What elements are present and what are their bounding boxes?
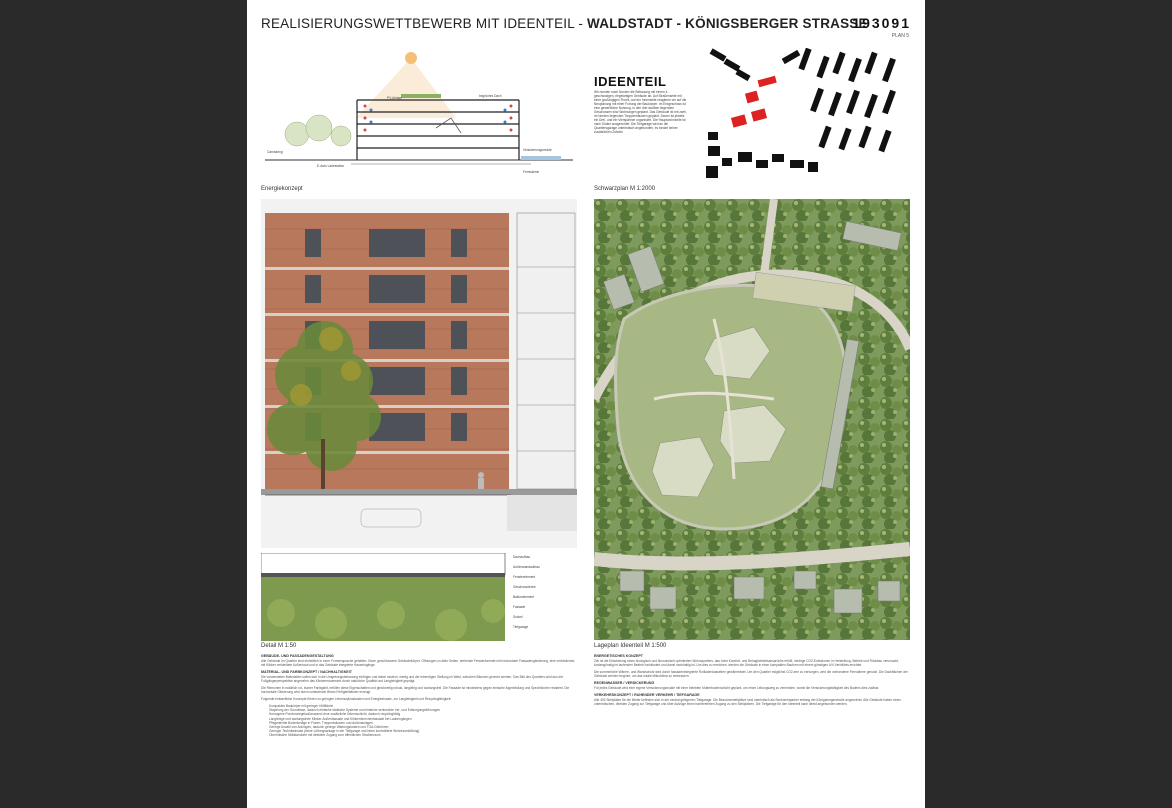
siteplan-caption: Lageplan Ideenteil M 1:500 xyxy=(594,643,667,649)
detail-section xyxy=(261,553,577,641)
heading-energie: ENERGETISCHES KONZEPT xyxy=(594,654,643,658)
label-pv: PV-Anlage xyxy=(387,96,403,100)
detail-legend xyxy=(513,555,575,629)
heading-verkehr: VERKEHRSKONZEPT / RUHENDER VERKEHR / TIEFGARAGE xyxy=(594,693,700,697)
detail-legend-item: Dachaufbau xyxy=(513,555,531,559)
text-left xyxy=(261,654,579,804)
paragraph: Die Riemchen in natürlich rot- bunter Farbigkeit, erfüllen diese Eigenschaften und gleichzeitig robust, langlebig und wartungsfrei. Die Fassade ist mindestens gegen einfache Algenbildung und Spechtlöcher resistent. Die horizontale Gliederung wird durch umlaufende Beton-Fertigteilbänder erzeugt. xyxy=(261,686,570,694)
heading-gestaltung: GEBÄUDE- UND FASSADENGESTALTUNG xyxy=(261,654,334,658)
energy-concept-diagram xyxy=(261,48,577,182)
detail-legend-item: Sockel xyxy=(513,615,523,619)
ideen-text: Wir nunden nach Norden die Bebauung mit einem 4- geschossigen, riegelartigen Gebäude ab. Auf Straßenseite mit einer großzügigen Flucht, auf der Innenseite reagieren wir auf die Neuplanung mit einer Fortung der Baukörper. Im Erdgeschoss ist eine gewerbliche Nutzung, in den drei darüber liegenden Geschossen sind Wohnungen geplant. Das Gebäude ist mit zwei, im Norden liegenden Treppenhäusern geplant. Davon ist jeweils ein Drei- und ein Vierspänner organisiert. Die Hauptwohnseite ist nach Süden ausgerichtet. Die Tiefgarage wird an die Quartiersgarage unterirdisch angebunden, es bedarf keiner zusätzlichen Zufahrt. xyxy=(594,90,687,134)
facade-elevation xyxy=(261,199,577,548)
ideen-panel xyxy=(594,48,910,182)
paragraph: Die sommerliche Wärme- und Wandschutz wird durch fassadenintegrierte Rollladenkassetten gewährleistet. Um den Quartier möglichst CO2 arm zu versorgen, wird die vorhandene Fernwärme genutzt. Die Dachflächen der Gebäude werden begrünt, um das lokale Mikroklima zu verbessern. xyxy=(594,670,908,678)
bullet-list xyxy=(269,704,579,738)
label-roof: begrüntes Dach xyxy=(479,94,502,98)
sheet-title: REALISIERUNGSWETTBEWERB MIT IDEENTEIL - WALDSTADT - KÖNIGSBERGER STRASSE xyxy=(261,16,868,31)
detail-legend-item: Fassade xyxy=(513,605,526,609)
label-carsharing: Carsharing xyxy=(267,150,283,154)
label-ladestation: E-Auto Ladestation xyxy=(317,164,345,168)
heading-material: MATERIAL- UND FARBKONZEPT / NACHHALTIGKEIT xyxy=(261,670,352,674)
detail-legend-item: Außenwandaufbau xyxy=(513,565,540,569)
detail-caption: Detail M 1:50 xyxy=(261,643,297,649)
paragraph: Für jedes Gebäude wird eine eigene Versickerungsmulde mit einer belebten Mutterbodenschicht geplant, um einen Leitungsweg zu vermeiden, womit die Versickerungsfähigkeit des Bodens dies zulässt. xyxy=(594,686,880,690)
list-item: • Geringer Technikeinsatz (keine Lüftungsanlage in der Tiefgarage und keine kontrollierte Wohnraumlüftung) xyxy=(269,729,579,733)
label-fernwaerme: Fernwärme xyxy=(523,170,540,174)
paragraph: Folgende entwerfliche Konzepte führen zu geringen Lebenszykluskosten und Energieeinsatz, zur Langlebigkeit und Recyclingfähigkeit: xyxy=(261,697,452,701)
detail-legend-item: Balkonelement xyxy=(513,595,535,599)
entry-number: 193091 xyxy=(852,15,911,31)
list-item: • Geringe Anzahl von Aufzügen, dadurch geringe Wartungskosten und TGA-Gebühren xyxy=(269,725,579,729)
detail-legend-item: Geschossdecke xyxy=(513,585,536,589)
list-item: • Homogene Porotonziegelaußenwand ohne zusätzliche Dämmschicht, dadurch recyclingfähig xyxy=(269,712,579,716)
list-item: • Pflegeleichte Bodenbeläge in Fluren, Treppenhäusern und Außenanlagen xyxy=(269,721,579,725)
paragraph: Ziel ist die Entwicklung eines ökologisch und ökonomisch optimierten Wohnquartiers, das hohe Komfort- und Behaglichkeitsansprüche erfüllt, niedrige CO2-Emissionen in Herstellung, Betrieb und Rückbau verursacht, kostengünstig im laufenden Betrieb funktioniert und damit nachhaltig ist. Um dies zu erreichen, werden die Gebäude in einer kompakten Bauform mit einem günstigen A/V-Verhältnis errichtet. xyxy=(594,659,899,667)
site-plan xyxy=(594,199,910,640)
schwarzplan-map xyxy=(702,48,910,182)
list-item: • Oberirdische Müllstandorte mit direktem Zugang zum öffentlichen Straßenraum xyxy=(269,733,579,737)
schwarzplan-caption: Schwarzplan M 1:2000 xyxy=(594,186,656,192)
list-item: • Stapelung der Grundrisse, dadurch einfache statische Systeme und einfache senkrechte Ver- und Entsorgungsführungen xyxy=(269,708,579,712)
detail-legend-item: Fensterelement xyxy=(513,575,536,579)
ideen-heading: IDEENTEIL xyxy=(594,74,667,89)
label-versickerung: Versickerungsmulde xyxy=(523,148,552,152)
paragraph: Alle Gebäude im Quartier sind einheitlich in einer Formensprache gehalten. Klare, geschlossene Gebäudekörper. Öffnungen zu allen Seiten, stehende Fensterformate mit horizontaler Fassadengliederung, eine verbindende, mit Klinker verkleidete Außenhaut und in das Gebäude integrierte Hauseingänge. xyxy=(261,659,576,667)
list-item: • Langlebige und wartungsfreie Klinker-Außenfassade und Klinkerriemchenfassade bei Laubengängen xyxy=(269,717,579,721)
plan-number: PLAN 5 xyxy=(891,33,909,39)
list-item: • Kompaktes Baukörper mit geringer Hüllfläche xyxy=(269,704,579,708)
competition-sheet xyxy=(247,0,925,808)
energy-caption: Energiekonzept xyxy=(261,186,303,192)
detail-legend-item: Tiefgarage xyxy=(513,625,529,629)
paragraph: Die verwendeten Materialien sollen sich in die Umgebungsbebauung einfügen und dabei modern, wertig und der lebendigen Stellung im Wald, zwischen Bäumen gerecht werden. Das Bild des Quartiers wird aus der Fußgängerperspektive angenehm das Klinkermauerwerk durch natürliche Qualität und Langlebigkeit geprägt. xyxy=(261,675,564,683)
text-right xyxy=(594,654,912,804)
paragraph: Alle 452 Stellplätze für die Mieter befinden sich in der zentral gelegenen Tiefgarage. Die Besucherstellplätze sind oberirdisch als Senkrechtparker entlang der Königsbergerstraße angeordnet. Alle Gebäude haben einen unterirdischen, direkten Zugang zur Tiefgarage und über Aufzüge einen barrierefreien Zugang zu den Stellplätzen. Die Tiefgarage für den Ideenteil kann direkt angebunden werden. xyxy=(594,698,901,706)
heading-regenwasser: REGENWASSER / VERSICKERUNG xyxy=(594,681,655,685)
